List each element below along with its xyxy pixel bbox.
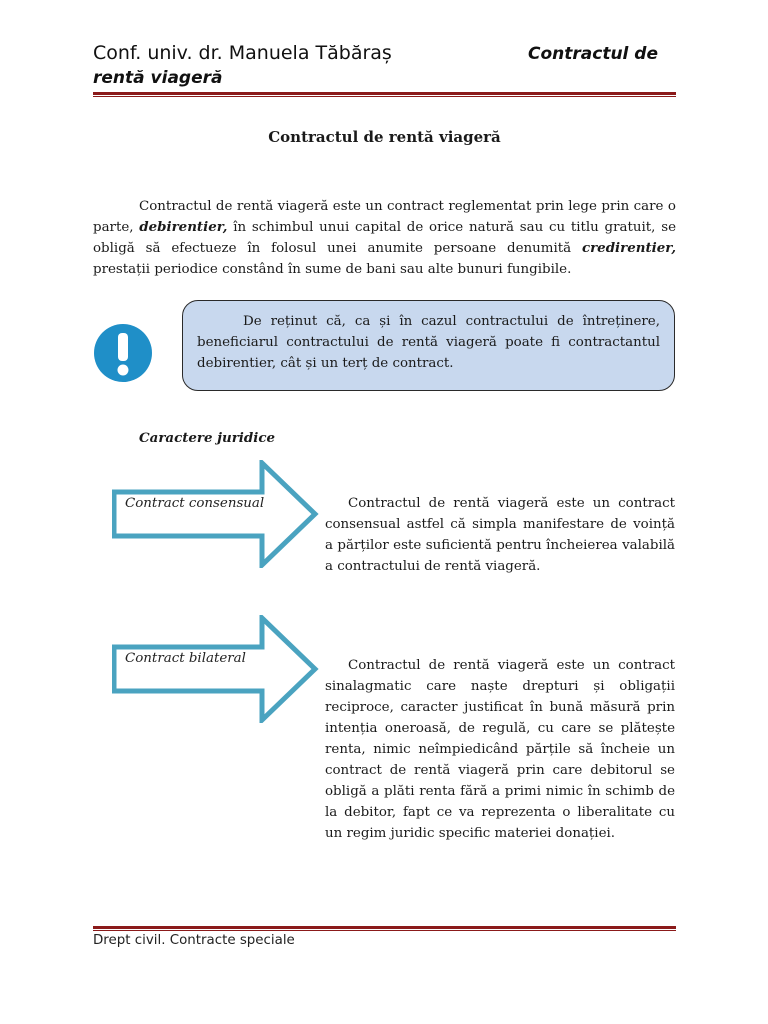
intro-text-1: Contractul de rentă viageră este un contract reglementat prin lege prin care o parte, bbox=[93, 199, 676, 235]
characteristic-label: Contract consensual bbox=[125, 496, 265, 511]
intro-paragraph bbox=[93, 196, 676, 280]
term-credirentier: credirentier, bbox=[581, 240, 676, 256]
section-label: Caractere juridice bbox=[139, 430, 276, 446]
header-author: Conf. univ. dr. Manuela Tăbăraș bbox=[93, 42, 392, 64]
term-debirentier: debirentier, bbox=[139, 219, 228, 235]
intro-text-3: prestații periodice constând în sume de bani sau alte bunuri fungibile. bbox=[93, 262, 572, 277]
page-title: Contractul de rentă viageră bbox=[268, 128, 501, 146]
header-rule bbox=[93, 92, 676, 97]
exclamation-icon-bar bbox=[118, 333, 128, 361]
exclamation-icon bbox=[93, 323, 153, 383]
arrow-shape bbox=[112, 460, 320, 568]
header-title-part1: Contractul de bbox=[528, 44, 658, 64]
note-text: De reținut că, ca și în cazul contractului de întreținere, beneficiarul contractului de rentă viageră poate fi contractantul debirentier, cât și un terț de contract. bbox=[197, 314, 660, 371]
header-title-part2: rentă viageră bbox=[93, 68, 223, 88]
characteristic-description: Contractul de rentă viageră este un contract sinalagmatic care naște drepturi și obligații reciproce, caracter justificat în bună măsură prin intenția oneroasă, de regulă, cu care se plătește renta, nimic neîmpiedicând părțile să încheie un contract de rentă viageră prin care debitorul se obligă a plăti renta fără a primi nimic în schimb de la debitor, fapt ce va reprezenta o liberalitate cu un regim juridic specific materiei donației. bbox=[325, 658, 675, 841]
intro-text-2: în schimbul unui capital de orice natură sau cu titlu gratuit, se obligă să efectueze în folosul unei anumite persoane denumită bbox=[93, 220, 676, 256]
footer-text: Drept civil. Contracte speciale bbox=[93, 933, 295, 948]
exclamation-icon-dot bbox=[118, 365, 129, 376]
note-box bbox=[182, 300, 675, 391]
characteristic-description: Contractul de rentă viageră este un contract consensual astfel că simpla manifestare de voință a părților este suficientă pentru încheierea valabilă a contractului de rentă viageră. bbox=[325, 496, 675, 574]
footer-rule bbox=[93, 926, 676, 931]
arrow-shape bbox=[112, 615, 320, 723]
characteristic-label: Contract bilateral bbox=[125, 651, 246, 666]
